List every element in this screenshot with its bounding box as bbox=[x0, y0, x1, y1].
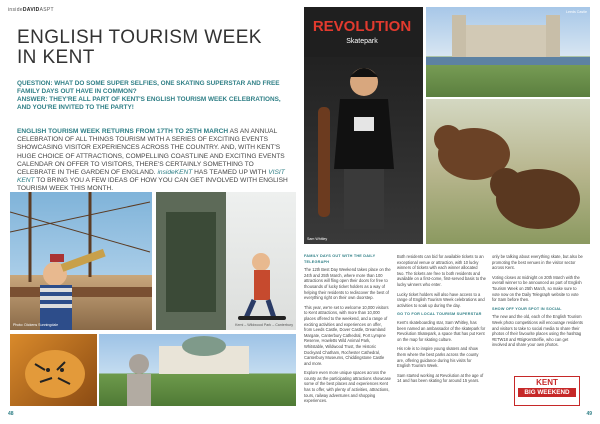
column-paragraph: Sam started working at Revolution at the age of 14 and has been skating for around 15 years. bbox=[397, 372, 484, 384]
photo-caption: Photo: Dickens Sunningdale bbox=[13, 323, 59, 327]
badge-line-2: BIG WEEKEND bbox=[518, 388, 576, 397]
column-paragraph: Lucky ticket holders will also have access to a range of English Tourism Week celebrations and activities to soak up during the day. bbox=[397, 291, 485, 308]
masthead: insideDAVIDASPT bbox=[8, 7, 54, 13]
column-paragraph: His role is to inspire young skaters and show them where the best parks across the county are, offering guidance during his visits for English Tourism Week. bbox=[397, 346, 479, 369]
photo-tiger bbox=[10, 334, 97, 406]
photo-leeds-castle bbox=[426, 7, 590, 97]
page-title bbox=[17, 28, 287, 68]
tiger-illustration bbox=[10, 334, 97, 406]
castle-illustration bbox=[426, 7, 590, 97]
article-column-3 bbox=[492, 254, 584, 352]
photo-statue-building bbox=[99, 334, 296, 406]
column-subheading: SHOW OFF YOUR SPOT IN SOCIAL bbox=[492, 306, 562, 311]
column-paragraph: This year, we're set to welcome 10,000 visitors to Kent attractions, with more than 10,000 places offered to the weekend, and a range of exciting activities and experiences on offer, from Leeds Castle, Dover Castle, Dreamland Margate, Canterbury Cathedral, Port Lympne Reserve, Howletts Wild Animal Park, Whitstable, Wildwood Trust, the Historic Dockyard Chatham, Rochester Cathedral, Canterbury Museums, Chiddingstone Castle and more. bbox=[304, 304, 389, 366]
title-line-2: IN KENT bbox=[17, 47, 95, 68]
bears-illustration bbox=[426, 99, 590, 244]
column-paragraph: The new and the old, each of the English Tourism Week photo competitions will encourage residents and visitors to take to social media to share their photos of their favourite places using the hashtag #ETW18 and #BigKentSelfie, who can get involved and share your own photos. bbox=[492, 314, 583, 348]
intro-partner: VISIT KENT bbox=[17, 169, 285, 185]
column-paragraph: Both residents can bid for available tickets to an exceptional venue or attraction, with 10 lucky winners of tickets with each winner allocated two. The tickets are free to both residents and available on a first-come, first-served basis to the lucky winners who enter. bbox=[397, 254, 486, 287]
statue-illustration bbox=[99, 334, 296, 406]
intro-paragraph bbox=[17, 128, 292, 194]
column-subheading: FAMILY DAYS OUT WITH THE DAILY TELEGRAPH bbox=[304, 254, 376, 264]
page-number-left: 48 bbox=[8, 411, 14, 417]
answer-text: ANSWER: THEY'RE ALL PART OF KENT'S ENGLISH TOURISM WEEK CELEBRATIONS, AND YOU'RE INVITED TO THE PARTY! bbox=[17, 96, 281, 111]
photo-bears bbox=[426, 99, 590, 244]
svg-text:Skatepark: Skatepark bbox=[346, 38, 378, 45]
intro-body-2: HAS TEAMED UP WITH bbox=[192, 169, 269, 177]
photo-caption: Kemi – Wildwood Park – Canterbury bbox=[235, 323, 293, 327]
photo-caption: Sam Whitley bbox=[307, 237, 328, 241]
question-text: QUESTION: WHAT DO SOME SUPER SELFIES, ONE SKATING SUPERSTAR AND FREE FAMILY DAYS OUT HAVE IN COMMON? bbox=[17, 80, 280, 95]
page-number-right: 49 bbox=[586, 411, 592, 417]
child-skateboard-illustration bbox=[156, 192, 296, 330]
column-paragraph: The 12th Best Day Weekend takes place on the 24th and 25th March, where more than 100 attractions will fling open their doors for free to thousands of lucky ticket holders as a way of helping their residents to rediscover the best of everything right on their own doorstep. bbox=[304, 267, 391, 301]
column-paragraph: Explore even more unique spaces across the county as the participating attractions showcase some of the best places and experiences Kent has to offer, with plenty of activities, attractions, tours, railway adventures and shopping experiences. bbox=[304, 370, 391, 404]
column-paragraph: only be talking about everything skate, but also be promoting the best venues in the visitor sector across Kent. bbox=[492, 254, 583, 271]
svg-text:REVOLUTION: REVOLUTION bbox=[312, 18, 412, 35]
column-paragraph: Kent's skateboarding star, Sam Whitley, has been named an ambassador of the skatepark for Revolution Skatepark, a space that has put Kent on the map for skating culture. bbox=[397, 319, 486, 342]
kent-big-weekend-logo bbox=[514, 376, 580, 406]
intro-body-3: TO BRING YOU A FEW IDEAS OF HOW YOU CAN GET INVOLVED WITH ENGLISH TOURISM WEEK THIS MONTH. bbox=[17, 177, 288, 193]
boy-telescope-illustration bbox=[10, 192, 152, 330]
article-column-2 bbox=[397, 254, 486, 388]
photo-boy-telescope bbox=[10, 192, 152, 330]
column-subheading: GO TO FOR LOCAL TOURISM SUPERSTAR bbox=[397, 312, 482, 317]
intro-lead: ENGLISH TOURISM WEEK RETURNS FROM 17TH TO 25TH MARCH bbox=[17, 128, 229, 135]
article-column-1 bbox=[304, 254, 391, 408]
title-line-1: ENGLISH TOURISM WEEK bbox=[17, 27, 262, 48]
badge-line-1: KENT bbox=[536, 378, 558, 387]
skater-illustration bbox=[304, 7, 423, 244]
photo-child-skateboard bbox=[156, 192, 296, 330]
photo-skater bbox=[304, 7, 423, 244]
intro-body-1: AS AN ANNUAL CELEBRATION OF ALL THINGS TOURISM WITH A SERIES OF EXCITING EVENTS SHOWCASING VISITOR EXPERIENCES ACROSS THE COUNTRY. AND, WITH KENT'S HUGE CHOICE OF ATTRACTIONS, COMPELLING COASTLINE AND EXCITING EVENTS CALENDAR ON OFFER TO VISITORS, THERE'S CERTAINLY SOMETHING TO CELEBRATE IN THE GARDEN OF ENGLAND. bbox=[17, 128, 285, 177]
intro-brand: insideKENT bbox=[157, 169, 193, 177]
column-paragraph: Voting closes at midnight on 20th March with the overall winner to be announced as part of English Tourism Week on 25th March, so make sure to vote now on the Daily Telegraph website to vote for Sam before then. bbox=[492, 274, 582, 303]
photo-caption: Leeds Castle bbox=[566, 10, 587, 14]
